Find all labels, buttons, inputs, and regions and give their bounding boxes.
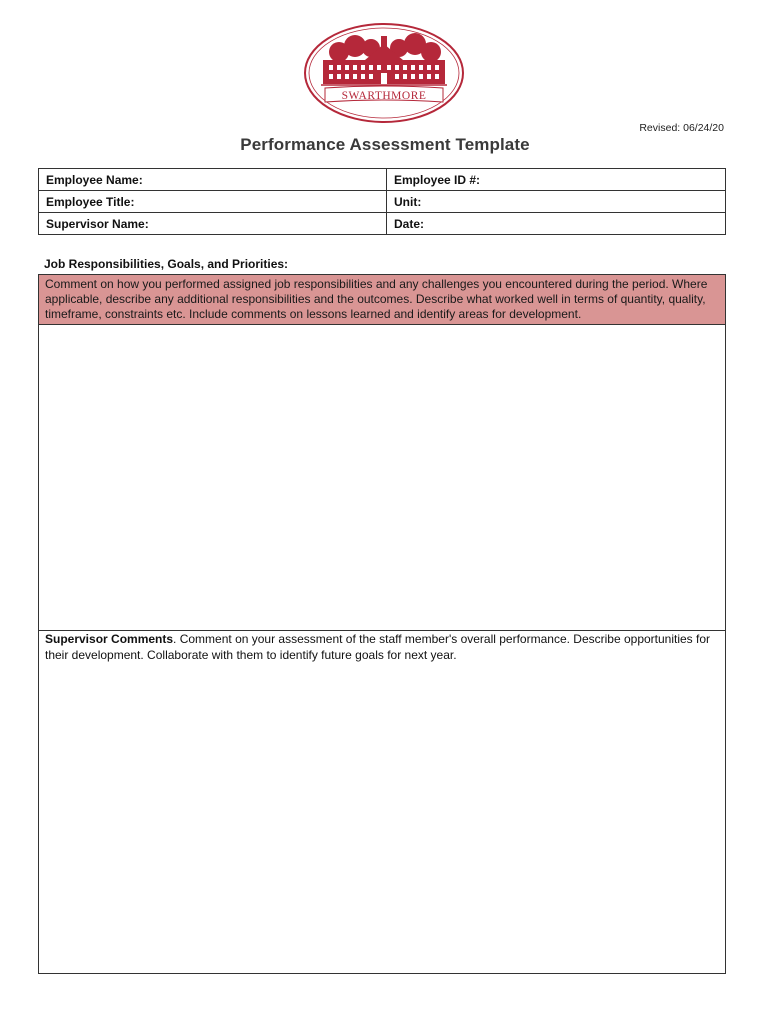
logo-text: SWARTHMORE — [341, 90, 427, 102]
employee-name-field[interactable]: Employee Name: — [39, 169, 387, 191]
employee-info-table — [38, 168, 726, 235]
revised-date: Revised: 06/24/20 — [639, 122, 724, 134]
supervisor-name-field[interactable]: Supervisor Name: — [39, 213, 387, 235]
supervisor-instructions-text: . Comment on your assessment of the staff member's overall performance. Describe opportunities for their development. Collaborate with them to identify future goals for next year. — [45, 632, 711, 662]
supervisor-instructions — [39, 631, 725, 664]
unit-field[interactable]: Unit: — [387, 191, 726, 213]
swarthmore-logo — [303, 22, 465, 124]
job-instructions: Comment on how you performed assigned job responsibilities and any challenges you encountered during the period. Where applicable, describe any additional responsibilities and the outcomes. Describe what worked well in terms of quantity, quality, timeframe, constraints etc. Include comments on lessons learned and identify areas for development. — [39, 275, 725, 325]
date-field[interactable]: Date: — [387, 213, 726, 235]
employee-id-field[interactable]: Employee ID #: — [387, 169, 726, 191]
job-section-heading: Job Responsibilities, Goals, and Priorities: — [44, 257, 289, 271]
info-row — [39, 191, 726, 213]
swarthmore-seal-icon — [305, 24, 463, 122]
job-responsibilities-box[interactable] — [38, 274, 726, 631]
employee-title-field[interactable]: Employee Title: — [39, 191, 387, 213]
supervisor-comments-box[interactable] — [38, 630, 726, 974]
info-row — [39, 169, 726, 191]
page-title: Performance Assessment Template — [240, 135, 530, 154]
supervisor-comments-heading: Supervisor Comments — [45, 632, 174, 646]
info-row — [39, 213, 726, 235]
